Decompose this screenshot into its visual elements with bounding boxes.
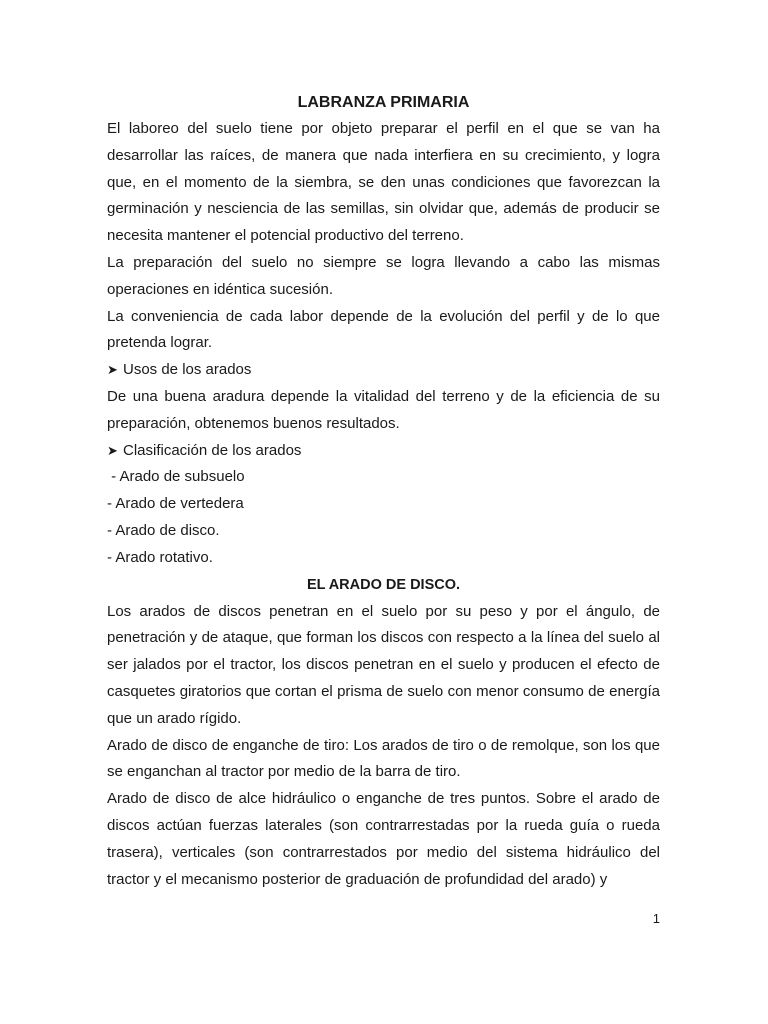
intro-paragraph: La preparación del suelo no siempre se logra llevando a cabo las mismas operaciones en idéntica sucesión.: [107, 253, 660, 298]
intro-paragraph: El laboreo del suelo tiene por objeto preparar el perfil en el que se van ha desarrollar las raíces, de manera que nada interfiera en su crecimiento, y logra que, en el momento de la siembra, se den unas condiciones que favorezcan la germinación y nesciencia de las semillas, sin olvidar que, además de producir se necesita mantener el potencial productivo del terreno.: [107, 120, 660, 245]
bullet-usos: [107, 357, 660, 384]
usos-paragraph: De una buena aradura depende la vitalidad del terreno y de la eficiencia de su preparación, obtenemos buenos resultados.: [107, 387, 660, 432]
list-item: - Arado de subsuelo: [107, 468, 245, 486]
list-item: - Arado rotativo.: [107, 548, 213, 566]
list-item: - Arado de vertedera: [107, 495, 244, 513]
document-body: [107, 90, 660, 893]
list-item: - Arado de disco.: [107, 521, 220, 539]
disco-paragraph: Arado de disco de enganche de tiro: Los arados de tiro o de remolque, son los que se enganchan al tractor por medio de la barra de tiro.: [107, 736, 660, 781]
disco-paragraph: Arado de disco de alce hidráulico o enganche de tres puntos. Sobre el arado de discos actúan fuerzas laterales (son contrarrestadas por la rueda guía o rueda trasera), verticales (son contrarrestados por medio del sistema hidráulico del tractor y el mecanismo posterior de graduación de profundidad del arado) y: [107, 790, 660, 888]
section-title: EL ARADO DE DISCO.: [306, 576, 461, 593]
arrow-bullet-icon: ➤: [107, 362, 118, 378]
disco-paragraph: Los arados de discos penetran en el suelo por su peso y por el ángulo, de penetración y de ataque, que forman los discos con respecto a la línea del suelo al ser jalados por el tractor, los discos penetran en el suelo y producen el efecto de casquetes giratorios que cortan el prisma de suelo con menor consumo de energía que un arado rígido.: [107, 602, 660, 727]
intro-paragraph: La conveniencia de cada labor depende de la evolución del perfil y de lo que pretenda lograr.: [107, 307, 660, 352]
bullet-usos-label: Usos de los arados: [123, 361, 252, 379]
bullet-clasificacion: [107, 438, 660, 465]
bullet-clasificacion-label: Clasificación de los arados: [123, 441, 302, 459]
document-title: LABRANZA PRIMARIA: [297, 94, 470, 111]
page-number: 1: [652, 911, 660, 926]
arrow-bullet-icon: ➤: [107, 442, 118, 458]
